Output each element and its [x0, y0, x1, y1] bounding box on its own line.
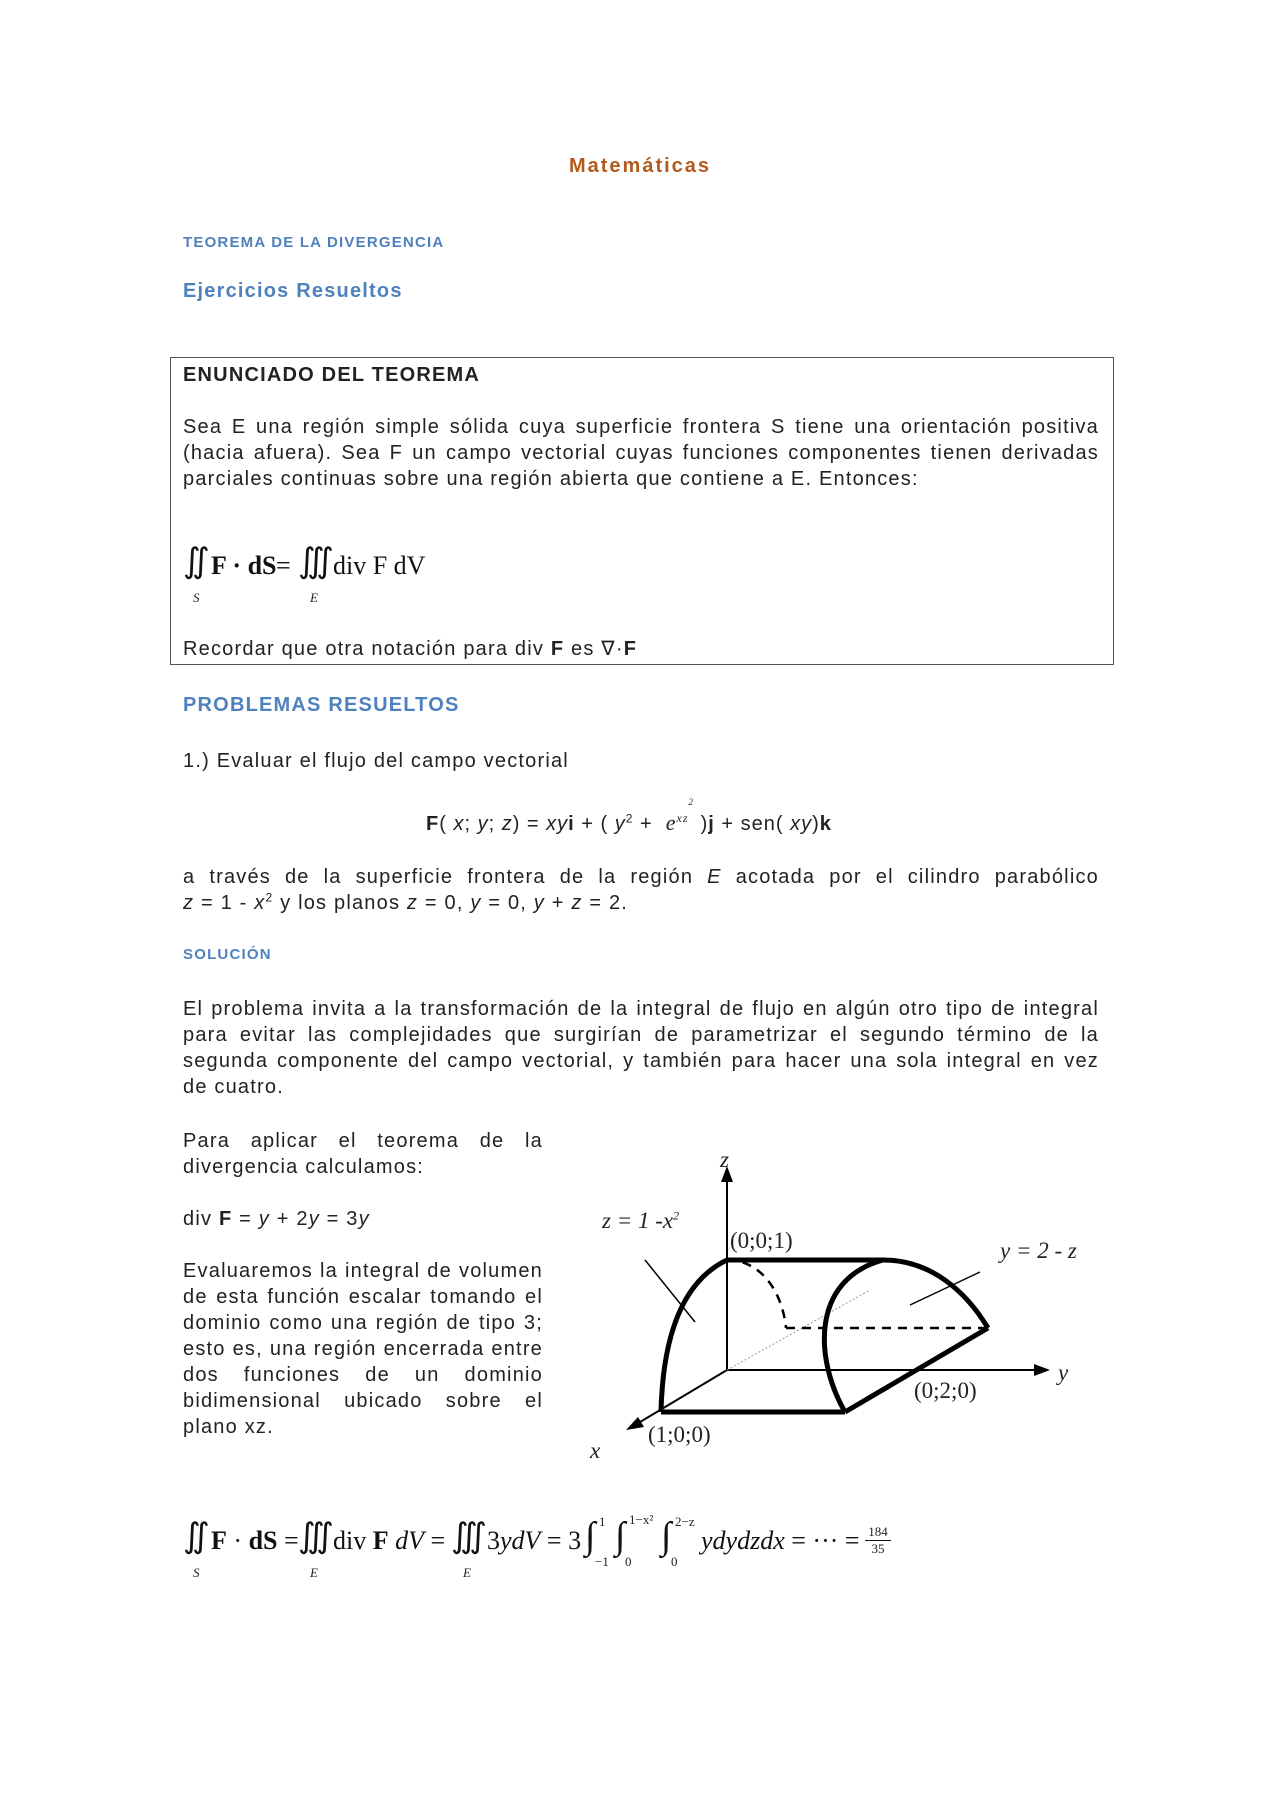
limit-3-upper: 2−z — [675, 1514, 695, 1529]
page-title: Matemáticas — [568, 155, 712, 177]
plane-edge-top — [883, 1260, 988, 1328]
point-y-label: (0;2;0) — [914, 1378, 977, 1403]
axis-y-label: y — [1058, 1360, 1069, 1385]
theorem-note: Recordar que otra notación para div F es ∇·F — [183, 638, 638, 660]
theorem-formula — [183, 545, 583, 605]
final-double-integral: ∬ — [183, 1518, 210, 1555]
fraction-numerator: 184 — [865, 1524, 891, 1541]
x-axis — [635, 1370, 727, 1425]
solution-heading: SOLUCIÓN — [183, 946, 272, 963]
plane-label: y = 2 - z — [1000, 1238, 1077, 1263]
limit-1-upper: 1 — [599, 1514, 606, 1529]
final-part-4: ydydzdx = ··· = — [701, 1526, 860, 1555]
final-part-2: div F dV = — [333, 1526, 446, 1555]
double-integral-sign: ∬ — [183, 543, 210, 580]
point-top-label: (0;0;1) — [730, 1228, 793, 1253]
final-part-1: F · dS = — [211, 1526, 299, 1555]
y-axis-arrow-icon — [1034, 1364, 1050, 1376]
solution-paragraph-2: Para aplicar el teorema de la divergencia calculamos: — [183, 1130, 543, 1178]
divergence-line: div F = y + 2y = 3y — [183, 1208, 370, 1230]
final-domain-e1: E — [310, 1565, 318, 1580]
theorem-heading: ENUNCIADO DEL TEOREMA — [183, 364, 481, 386]
final-triple-integral-2: ∭ — [451, 1518, 487, 1555]
triple-integral-sign: ∭ — [298, 543, 334, 580]
final-triple-integral-1: ∭ — [298, 1518, 334, 1555]
axis-z-label: z — [720, 1147, 729, 1172]
domain-s: S — [193, 590, 200, 605]
x-axis-arrow-icon — [626, 1417, 644, 1430]
formula-lhs: F · dS — [211, 551, 277, 580]
limit-3-lower: 0 — [671, 1554, 678, 1569]
guide-line — [727, 1290, 870, 1370]
problem1-intro: 1.) Evaluar el flujo del campo vectorial — [183, 750, 569, 772]
solution-paragraph-1: El problema invita a la transformación de la integral de flujo en algún otro tipo de integral para evitar las complejidades que surgirían de parametrizar el segundo término de la segunda componente del campo vectorial, y también para hacer una sola integral en vez de cuatro. — [183, 998, 1099, 1098]
limit-2-lower: 0 — [625, 1554, 632, 1569]
final-formula — [183, 1512, 943, 1600]
fraction-denominator: 35 — [871, 1541, 885, 1556]
problem1-region-2: $z = 1 - x^2$ y los planos z = 0, y = 0, y + z = 2. — [183, 890, 629, 914]
axis-x-label: x — [590, 1438, 601, 1463]
point-x-label: (1;0;0) — [648, 1422, 711, 1447]
topic-heading: TEOREMA DE LA DIVERGENCIA — [183, 234, 445, 251]
integral-2: ∫ — [615, 1515, 626, 1557]
final-domain-e2: E — [463, 1565, 471, 1580]
theorem-paragraph: Sea E una región simple sólida cuya superficie frontera S tiene una orientación positiva (hacia afuera). Sea F un campo vectorial cuyas funciones componentes tienen derivadas parciales continuas sobre una región abierta que contiene a E. Entonces: — [183, 416, 1099, 490]
integral-1: ∫ — [585, 1515, 596, 1557]
problems-heading: PROBLEMAS RESUELTOS — [183, 694, 460, 716]
limit-2-upper: 1−x² — [629, 1512, 654, 1527]
domain-e: E — [310, 590, 318, 605]
final-domain-s: S — [193, 1565, 200, 1580]
formula-rhs: div F dV — [333, 551, 426, 580]
problem1-region: a través de la superficie frontera de la región E acotada por el cilindro parabólico — [183, 866, 1099, 888]
leader-cylinder — [645, 1260, 695, 1322]
hidden-curve — [727, 1260, 786, 1328]
vector-field-formula: F( x; y; z) = xyi + ( $y^2 + e^{xz^2}$ )j + sen( xy)k — [426, 797, 832, 835]
cylinder-label: z = 1 $-x^2$ — [602, 1208, 680, 1233]
theorem-box — [170, 357, 1114, 665]
limit-1-lower: −1 — [595, 1554, 609, 1569]
formula-equals: = — [276, 551, 291, 580]
final-part-3: 3ydV = 3 — [487, 1526, 582, 1555]
region-diagram — [560, 1130, 1120, 1470]
solution-paragraph-3: Evaluaremos la integral de volumen de esta función escalar tomando el dominio como una región de tipo 3; esto es, una región encerrada entre dos funciones de un dominio bidimensional ubicado sobre el plano xz. — [183, 1260, 543, 1438]
cylinder-edge-back — [824, 1260, 883, 1412]
result-fraction — [865, 1524, 891, 1557]
integral-3: ∫ — [661, 1515, 672, 1557]
subtitle-heading: Ejercicios Resueltos — [183, 280, 403, 302]
